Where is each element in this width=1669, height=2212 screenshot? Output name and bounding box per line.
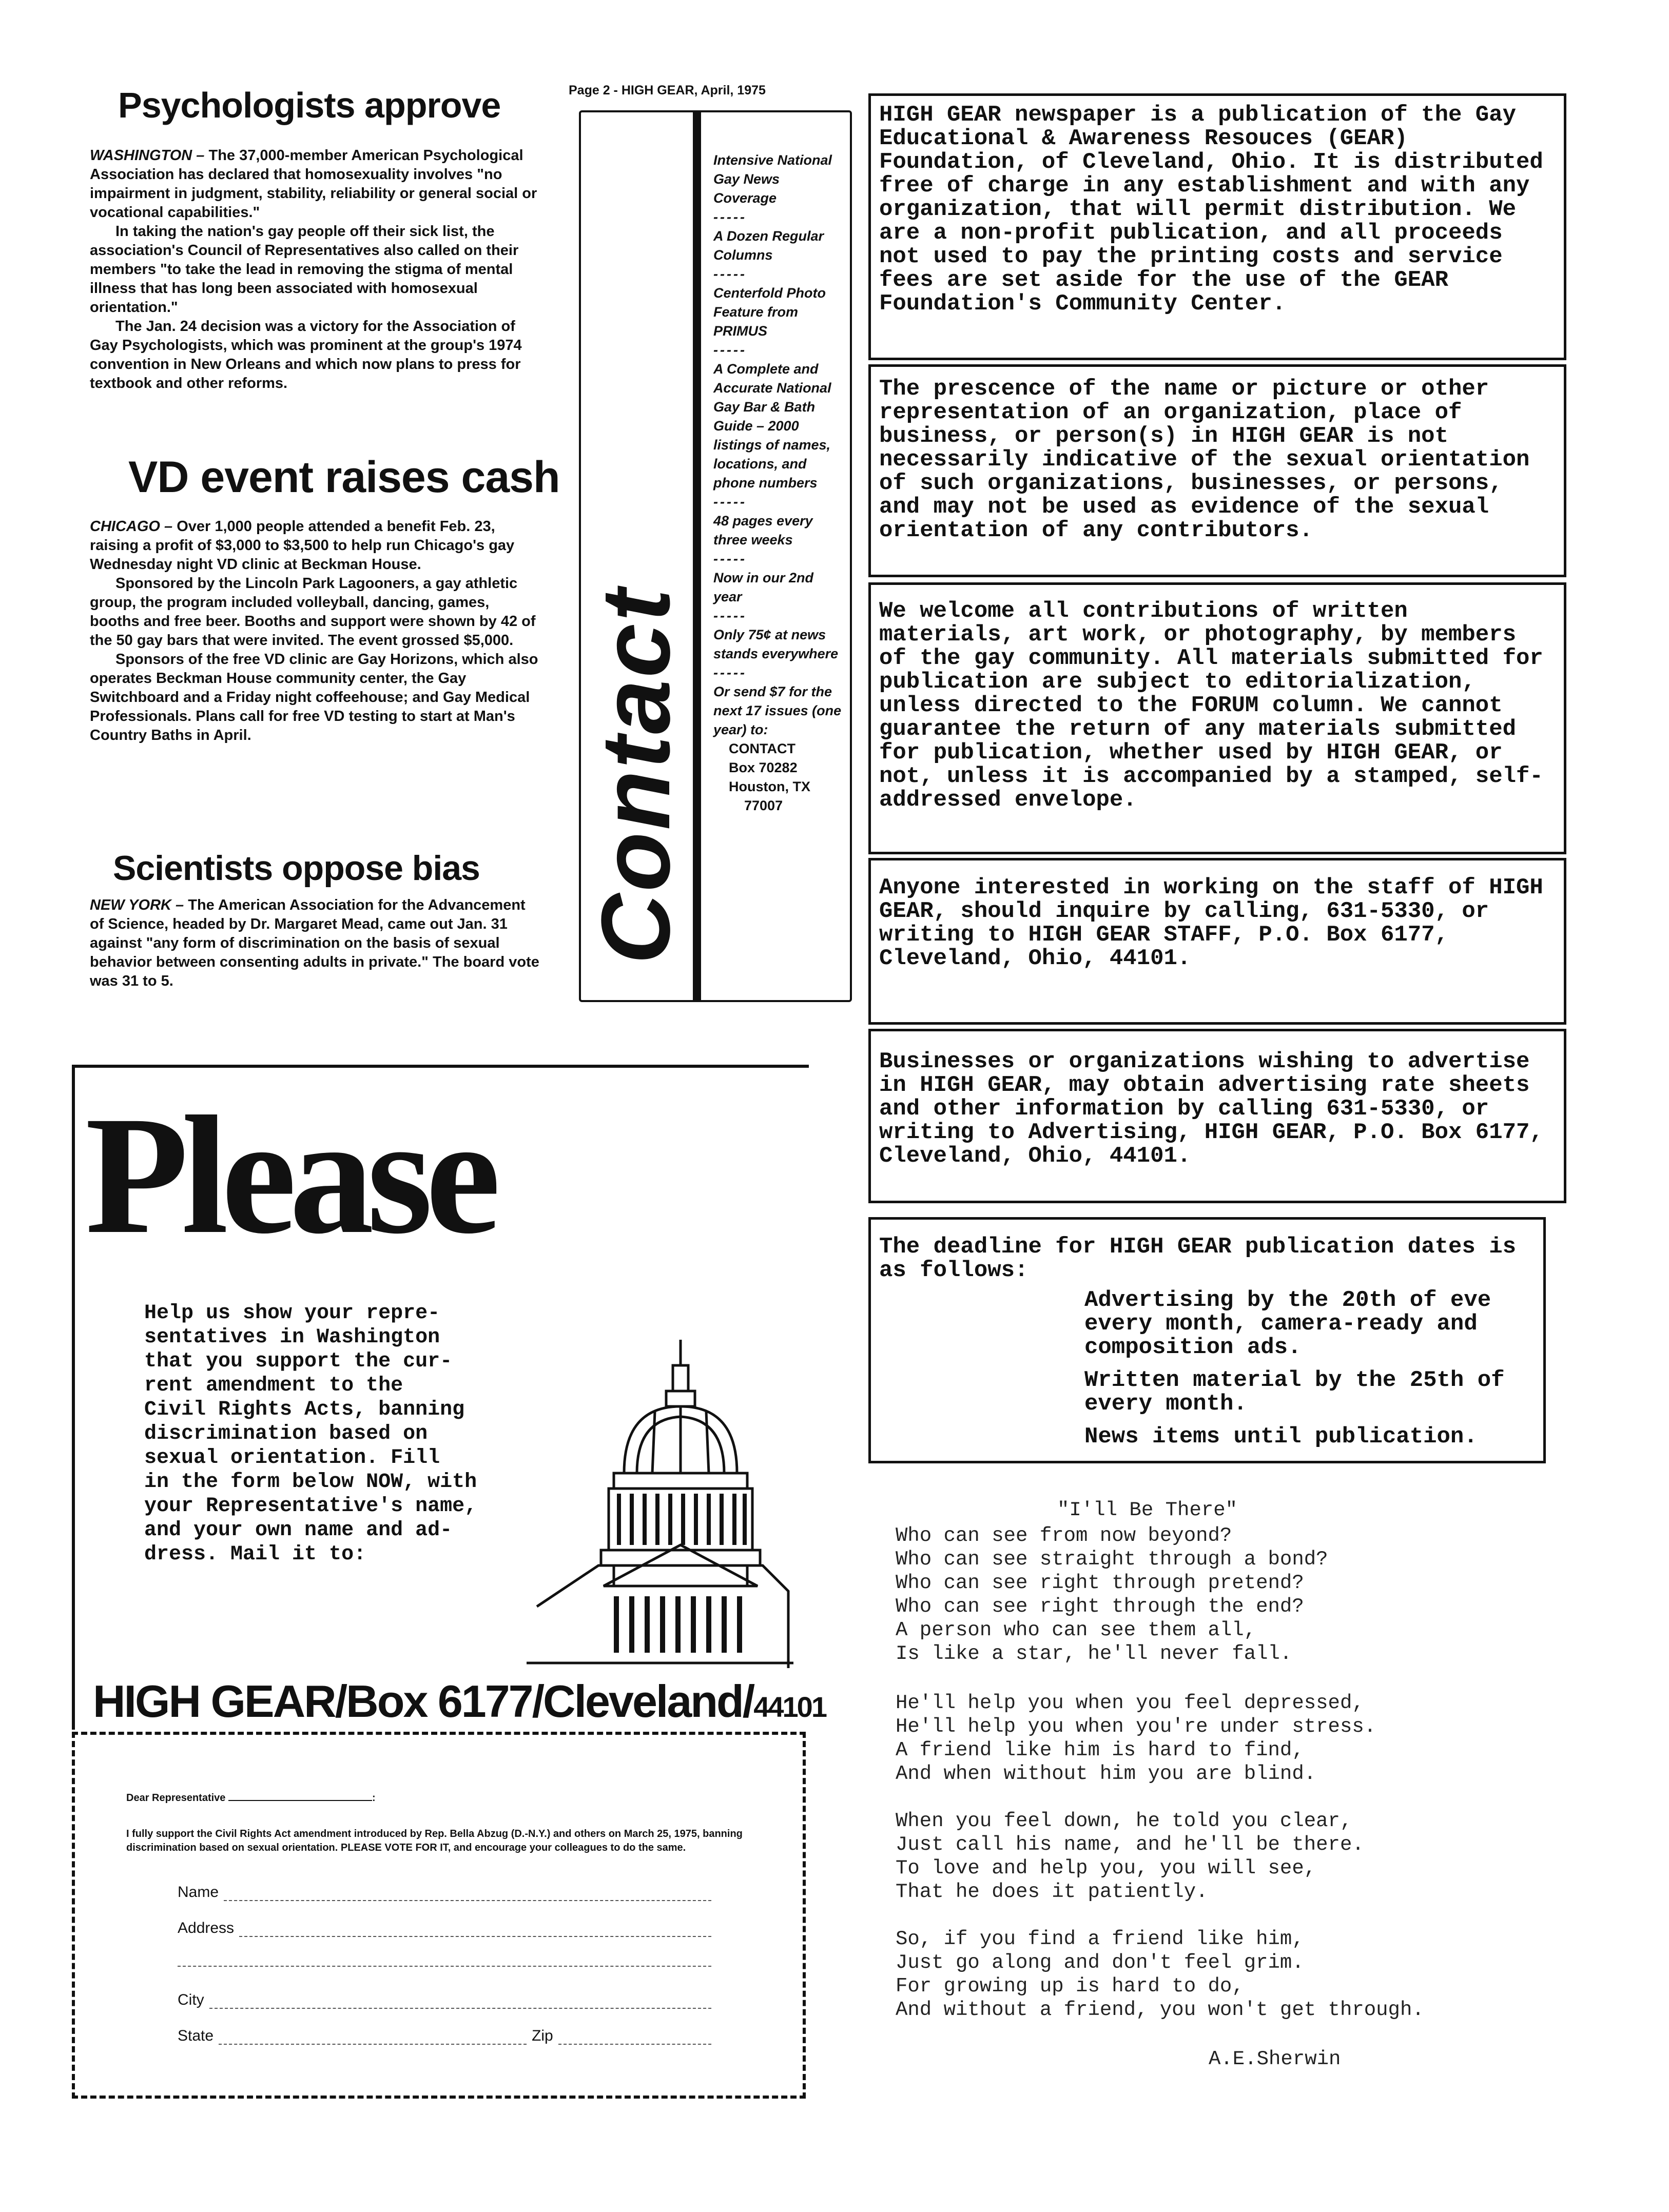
name-field[interactable]: Name: [178, 1884, 711, 1901]
state-label: State: [178, 2027, 214, 2044]
article-paragraph: Sponsors of the free VD clinic are Gay Horizons, which also operates Beckman House community center, the Gay Switchboard and a Friday night coffeehouse; and Gay Medical Professionals. Plans call for free VD testing to start at Man's Country Baths in April.: [90, 651, 538, 743]
box-publication-info: [868, 93, 1566, 360]
contact-divider: [693, 112, 701, 1000]
poem-stanza: So, if you find a friend like him, Just go along and don't feel grim. For growing up is hard to do, And without a friend, you won't get through.: [896, 1928, 1424, 2021]
box-staff: [868, 858, 1566, 1025]
contact-feature: Centerfold Photo Feature from PRIMUS: [713, 285, 826, 339]
article-scientists: [90, 847, 541, 991]
article-paragraph: In taking the nation's gay people off their sick list, the association's Council of Representatives also called on their members "to take the lead in removing the stigma of mental illness that has long been associated with homosexual orientation.": [90, 223, 519, 316]
contact-feature: Now in our 2nd year: [713, 570, 813, 604]
box-contributions: [868, 582, 1566, 854]
article-psychologists: [90, 82, 541, 393]
headline-vd-event: VD event raises cash: [128, 453, 560, 502]
coupon-salutation: Dear Representative :: [126, 1792, 376, 1804]
contact-feature: 48 pages every three weeks: [713, 513, 813, 547]
separator: -----: [713, 494, 747, 510]
article-paragraph: The Jan. 24 decision was a victory for the Association of Gay Psychologists, which was prominent at the group's 1974 convention in New Orleans and which now plans to press for textbook and other reforms.: [90, 318, 522, 391]
coupon-pledge-text: I fully support the Civil Rights Act amendment introduced by Rep. Bella Abzug (D.-N.Y.) and others on March 25, 1975, banning discrimination based on sexual orientation. PLEASE VOTE FOR IT, and encourage your colleagues to do the same.: [126, 1828, 743, 1853]
publication-text: HIGH GEAR newspaper is a publication of the Gay Educational & Awareness Resouces (GEAR) Foundation, of Cleveland, Ohio. It is distributed free of charge in any establishment and with any organization, that will permit distribution. We are a non-profit publication, and all proceeds not used to pay the printing costs and service fees are set aside for the use of the GEAR Foundation's Community Center.: [879, 102, 1543, 317]
state-field[interactable]: [219, 2033, 527, 2045]
poem-stanza: Who can see from now beyond? Who can see straight through a bond? Who can see right through pretend? Who can see right through the end? A person who can see them all, Is like a star, he'll never fall.: [896, 1524, 1328, 1665]
contact-ad: [579, 110, 852, 1002]
zip-field[interactable]: [558, 2033, 711, 2045]
article-paragraph: NEW YORK – The American Association for the Advancement of Science, headed by Dr. Margaret Mead, came out Jan. 31 against "any form of discrimination on the basis of sexual behavior between consenting adults in private." The board vote was 31 to 5.: [90, 897, 539, 989]
separator: -----: [713, 209, 747, 225]
separator: -----: [713, 608, 747, 623]
deadline-item: News items until publication.: [1084, 1424, 1478, 1450]
poem-stanza: He'll help you when you feel depressed, He'll help you when you're under stress. A friend like him is hard to find, And when without him you are blind.: [896, 1692, 1376, 1785]
poem-author: A.E.Sherwin: [1209, 2048, 1341, 2070]
article-paragraph: CHICAGO – Over 1,000 people attended a benefit Feb. 23, raising a profit of $3,000 to $3,500 to help run Chicago's gay Wednesday night VD clinic at Beckman House.: [90, 518, 515, 573]
contact-feature-list: [713, 151, 842, 815]
deadline-item: Advertising by the 20th of eve every month, camera-ready and composition ads.: [1084, 1287, 1491, 1360]
page-header: Page 2 - HIGH GEAR, April, 1975: [569, 83, 766, 97]
address-field[interactable]: Address: [178, 1920, 711, 1937]
state-zip-row: [178, 2027, 711, 2045]
headline-scientists: Scientists oppose bias: [113, 849, 480, 888]
please-ad: [72, 1065, 826, 1730]
disclaimer-text: The prescence of the name or picture or other representation of an organization, place of business, or person(s) in HIGH GEAR is not necessarily indicative of the sexual orientation of such organizations, businesses, or persons, and may not be used as evidence of the sexual orientation of any contributors.: [879, 376, 1530, 543]
separator: -----: [713, 551, 747, 566]
contact-feature: Or send $7 for the next 17 issues (one year) to:: [713, 684, 842, 737]
deadline-intro: The deadline for HIGH GEAR publication dates is as follows:: [879, 1234, 1517, 1283]
poem-title: "I'll Be There": [1057, 1499, 1238, 1521]
mailing-address: HIGH GEAR/Box 6177/Cleveland/44101: [93, 1676, 826, 1727]
contact-feature: A Complete and Accurate National Gay Bar & Bath Guide – 2000 listings of names, locations, and phone numbers: [713, 361, 831, 491]
deadline-item: Written material by the 25th of every month.: [1084, 1367, 1505, 1417]
contact-address: CONTACT Box 70282 Houston, TX 77007: [729, 741, 810, 813]
contact-feature: Only 75¢ at news stands everywhere: [713, 627, 839, 661]
headline-psychologists: Psychologists approve: [118, 85, 501, 125]
capitol-building-icon: [527, 1335, 793, 1668]
separator: -----: [713, 665, 747, 680]
advertise-text: Businesses or organizations wishing to advertise in HIGH GEAR, may obtain advertising rate sheets and other information by calling 631-5330, or writing to Advertising, HIGH GEAR, P.O. Box 6177, Cleveland, Ohio, 44101.: [879, 1049, 1543, 1169]
contact-feature: Intensive National Gay News Coverage: [713, 152, 832, 206]
contact-title: Contact: [581, 586, 690, 964]
article-paragraph: WASHINGTON – The 37,000-member American Psychological Association has declared that homosexuality involves "no impairment in judgment, stability, reliability or general social or vocational capabilities.": [90, 147, 537, 221]
separator: -----: [713, 342, 747, 358]
staff-text: Anyone interested in working on the staff of HIGH GEAR, should inquire by calling, 631-5330, or writing to HIGH GEAR STAFF, P.O. Box 6177, Cleveland, Ohio, 44101.: [879, 875, 1543, 971]
box-advertise: [868, 1029, 1566, 1203]
article-paragraph: Sponsored by the Lincoln Park Lagooners, a gay athletic group, the program included volleyball, dancing, games, booths and free beer. Booths and support were shown by 42 of the 50 gay bars that were invited. The event grossed $5,000.: [90, 575, 536, 649]
article-vd-event: [90, 452, 560, 745]
city-field[interactable]: City: [178, 1991, 711, 2009]
please-title: Please: [85, 1082, 494, 1269]
poem-stanza: When you feel down, he told you clear, Just call his name, and he'll be there. To love and help you, you will see, That he does it patiently.: [896, 1810, 1364, 1903]
please-body: Help us show your repre- sentatives in Washington that you support the cur- rent amendment to the Civil Rights Acts, banning discrimination based on sexual orientation. Fill in the form below NOW, with your Representative's name, and your own name and ad- dress. Mail it to:: [144, 1302, 477, 1566]
zip-label: Zip: [532, 2027, 553, 2044]
address-field-line-2[interactable]: [178, 1955, 711, 1967]
box-disclaimer: [868, 364, 1566, 577]
contributions-text: We welcome all contributions of written materials, art work, or photography, by members of the gay community. All materials submitted for publication are subject to editorialization, unless directed to the FORUM column. We cannot guarantee the return of any materials submitted for publication, whether used by HIGH GEAR, or not, unless it is accompanied by a stamped, self-addressed envelope.: [879, 598, 1543, 813]
box-deadline: [868, 1217, 1546, 1463]
separator: -----: [713, 266, 747, 282]
contact-feature: A Dozen Regular Columns: [713, 228, 824, 263]
coupon-form: [72, 1732, 806, 2099]
